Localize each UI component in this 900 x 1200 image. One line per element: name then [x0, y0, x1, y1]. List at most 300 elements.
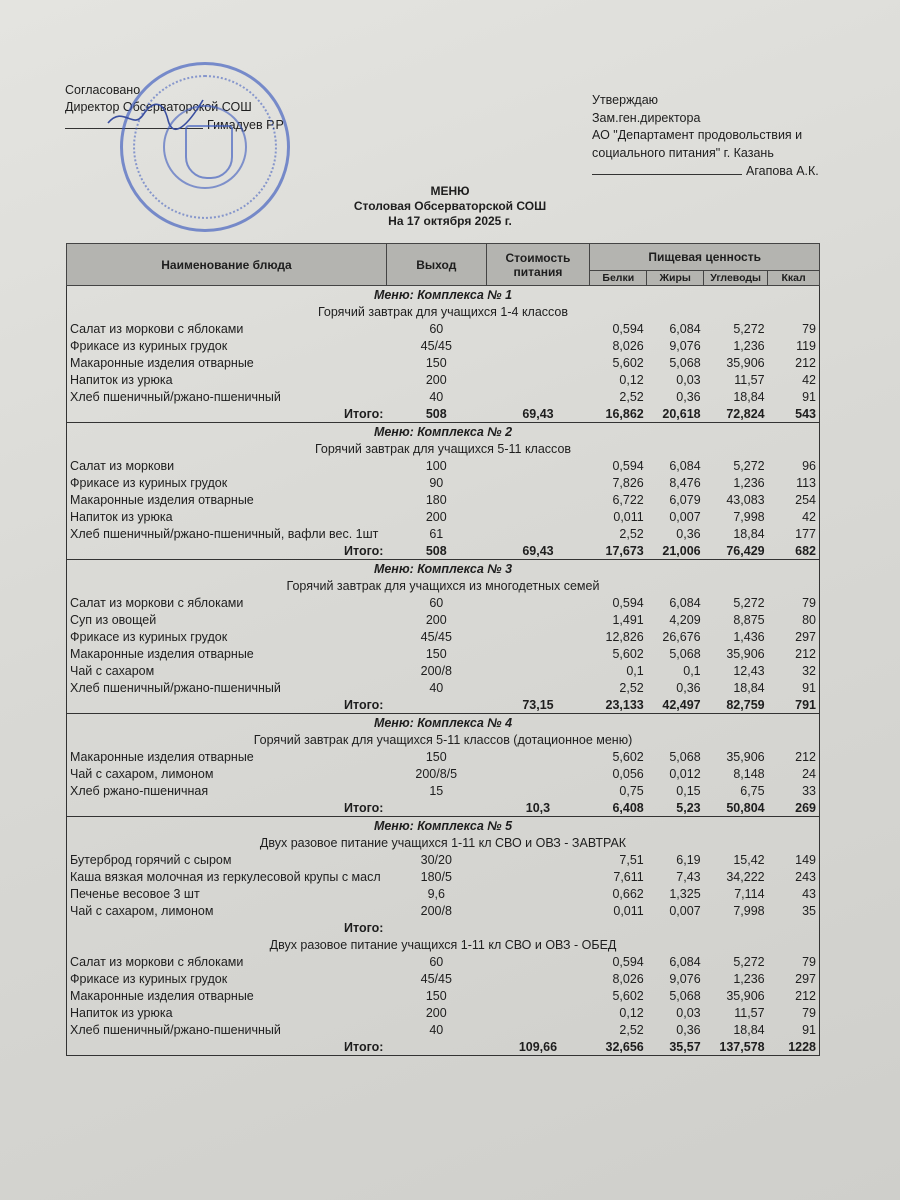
dish-output: 150	[425, 988, 447, 1003]
dish-protein: 5,602	[612, 988, 644, 1003]
table-row	[67, 354, 820, 371]
table-row	[67, 765, 820, 782]
table-row	[67, 1021, 820, 1038]
total-output: 508	[425, 406, 447, 421]
table-row	[67, 320, 820, 337]
dish-output: 200/8	[420, 903, 452, 918]
document-title-block	[0, 184, 900, 229]
dish-fat: 0,15	[676, 783, 701, 798]
dish-kcal: 212	[768, 748, 820, 765]
dish-output: 30/20	[420, 852, 452, 867]
complex-block-4	[67, 714, 820, 817]
table-row	[67, 970, 820, 987]
table-row	[67, 987, 820, 1004]
dish-kcal: 212	[768, 987, 820, 1004]
dish-name: Макаронные изделия отварные	[70, 355, 254, 370]
dish-output: 45/45	[420, 629, 452, 644]
total-kcal: 682	[768, 542, 820, 560]
dish-carbs: 35,906	[726, 646, 765, 661]
dish-kcal: 91	[768, 679, 820, 696]
dish-kcal: 42	[768, 508, 820, 525]
canteen-name: Столовая Обсерваторской СОШ	[353, 199, 547, 213]
table-row	[67, 662, 820, 679]
dish-protein: 5,602	[612, 646, 644, 661]
dish-name: Хлеб пшеничный/ржано-пшеничный, вафли вес. 1шт	[70, 526, 379, 541]
total-output	[386, 696, 486, 714]
dish-protein: 2,52	[619, 526, 644, 541]
dish-fat: 5,068	[669, 749, 701, 764]
dish-name: Фрикасе из куриных грудок	[70, 971, 228, 986]
dish-cost	[486, 970, 590, 987]
dish-name: Напиток из урюка	[70, 509, 173, 524]
dish-kcal: 24	[768, 765, 820, 782]
dish-kcal: 33	[768, 782, 820, 799]
dish-name: Фрикасе из куриных грудок	[70, 338, 228, 353]
dish-fat: 9,076	[669, 338, 701, 353]
dish-protein: 0,011	[613, 509, 644, 524]
dish-carbs: 43,083	[726, 492, 765, 507]
dish-cost	[486, 1004, 590, 1021]
dish-carbs: 12,43	[733, 663, 765, 678]
dish-protein: 12,826	[605, 629, 644, 644]
complex-title: Меню: Комплекса № 2	[67, 423, 820, 441]
dish-protein: 7,826	[612, 475, 644, 490]
dish-name: Каша вязкая молочная из геркулесовой крупы с масл	[70, 869, 381, 884]
dish-kcal: 79	[768, 1004, 820, 1021]
dish-protein: 0,594	[612, 321, 644, 336]
dish-output: 45/45	[420, 338, 452, 353]
dish-output: 150	[425, 646, 447, 661]
total-protein: 23,133	[605, 697, 644, 712]
total-carbs	[704, 919, 768, 936]
dish-name: Хлеб ржано-пшеничная	[70, 783, 209, 798]
dish-carbs: 6,75	[740, 783, 765, 798]
dish-fat: 6,084	[669, 595, 701, 610]
dish-name: Хлеб пшеничный/ржано-пшеничный	[70, 680, 281, 695]
dish-carbs: 8,148	[733, 766, 765, 781]
table-row	[67, 1004, 820, 1021]
dish-cost	[486, 987, 590, 1004]
complex-block-2	[67, 423, 820, 560]
dish-carbs: 1,236	[733, 338, 765, 353]
dish-kcal: 35	[768, 902, 820, 919]
dish-output: 180/5	[420, 869, 452, 884]
table-row	[67, 953, 820, 970]
dish-protein: 7,51	[619, 852, 644, 867]
dish-fat: 7,43	[676, 869, 701, 884]
dish-fat: 0,36	[676, 526, 701, 541]
dish-name: Чай с сахаром, лимоном	[70, 766, 214, 781]
complex-block-5	[67, 817, 820, 1056]
table-row	[67, 748, 820, 765]
section-subtitle-row	[67, 834, 820, 851]
dish-cost	[486, 885, 590, 902]
dish-kcal: 297	[768, 970, 820, 987]
total-label: Итого:	[344, 800, 384, 815]
dish-protein: 8,026	[612, 971, 644, 986]
total-kcal: 791	[768, 696, 820, 714]
dish-kcal: 42	[768, 371, 820, 388]
complex-title-row	[67, 817, 820, 835]
dish-kcal: 79	[768, 953, 820, 970]
col-header-name: Наименование блюда	[67, 244, 387, 286]
dish-name: Чай с сахаром, лимоном	[70, 903, 214, 918]
table-row	[67, 457, 820, 474]
table-row	[67, 491, 820, 508]
dish-protein: 5,602	[612, 355, 644, 370]
dish-output: 40	[429, 389, 444, 404]
section-subtitle: Двух разовое питание учащихся 1-11 кл СВО и ОВЗ - ЗАВТРАК	[67, 834, 820, 851]
dish-name: Салат из моркови с яблоками	[70, 321, 244, 336]
dish-cost	[486, 851, 590, 868]
total-protein: 16,862	[605, 406, 644, 421]
dish-protein: 1,491	[612, 612, 644, 627]
dish-carbs: 1,236	[733, 475, 765, 490]
dish-protein: 0,12	[619, 372, 644, 387]
dish-output: 200	[425, 1005, 447, 1020]
table-row	[67, 508, 820, 525]
table-row	[67, 851, 820, 868]
dish-fat: 6,084	[669, 954, 701, 969]
approver-position: Директор Обсерваторской СОШ	[65, 100, 252, 114]
section-subtitle: Горячий завтрак для учащихся 5-11 классов	[67, 440, 820, 457]
dish-name: Бутерброд горячий с сыром	[70, 852, 232, 867]
total-label: Итого:	[344, 1039, 384, 1054]
dish-kcal: 212	[768, 645, 820, 662]
document-title: МЕНЮ	[430, 184, 470, 198]
dish-protein: 0,662	[612, 886, 644, 901]
dish-protein: 0,1	[626, 663, 644, 678]
dish-cost	[486, 765, 590, 782]
table-row	[67, 645, 820, 662]
dish-carbs: 7,998	[733, 903, 765, 918]
dish-cost	[486, 491, 590, 508]
dish-name: Салат из моркови с яблоками	[70, 954, 244, 969]
table-row	[67, 902, 820, 919]
dish-name: Фрикасе из куриных грудок	[70, 475, 228, 490]
dish-carbs: 35,906	[726, 749, 765, 764]
dish-cost	[486, 1021, 590, 1038]
dish-kcal: 119	[768, 337, 820, 354]
table-row	[67, 594, 820, 611]
section-subtitle: Горячий завтрак для учащихся 5-11 классов (дотационное меню)	[67, 731, 820, 748]
total-cost: 69,43	[522, 543, 554, 558]
dish-cost	[486, 594, 590, 611]
dish-carbs: 18,84	[733, 389, 765, 404]
total-cost: 10,3	[525, 800, 551, 815]
col-header-output: Выход	[386, 244, 486, 286]
approval-block-right	[592, 92, 819, 181]
total-protein: 32,656	[605, 1039, 644, 1054]
section-subtitle: Горячий завтрак для учащихся 1-4 классов	[67, 303, 820, 320]
dish-carbs: 35,906	[726, 988, 765, 1003]
signature-line	[592, 162, 742, 175]
total-output	[386, 1038, 486, 1056]
dish-kcal: 32	[768, 662, 820, 679]
dish-fat: 5,068	[669, 355, 701, 370]
dish-fat: 5,068	[669, 646, 701, 661]
dish-name: Макаронные изделия отварные	[70, 492, 254, 507]
dish-cost	[486, 354, 590, 371]
dish-name: Хлеб пшеничный/ржано-пшеничный	[70, 389, 281, 404]
dish-output: 200	[425, 612, 447, 627]
dish-fat: 0,03	[676, 1005, 701, 1020]
total-output: 508	[425, 543, 447, 558]
dish-output: 40	[429, 680, 444, 695]
total-fat: 5,23	[676, 800, 701, 815]
total-label: Итого:	[344, 406, 384, 421]
dish-kcal: 80	[768, 611, 820, 628]
dish-fat: 9,076	[669, 971, 701, 986]
dish-fat: 0,36	[676, 389, 701, 404]
complex-block-1	[67, 286, 820, 423]
confirm-label: Утверждаю	[592, 93, 659, 107]
dish-kcal: 254	[768, 491, 820, 508]
dish-carbs: 5,272	[733, 458, 765, 473]
dish-kcal: 91	[768, 388, 820, 405]
total-label: Итого:	[344, 697, 384, 712]
table-header	[67, 244, 820, 286]
section-subtitle: Двух разовое питание учащихся 1-11 кл СВО и ОВЗ - ОБЕД	[67, 936, 820, 953]
dish-name: Чай с сахаром	[70, 663, 155, 678]
total-row	[67, 542, 820, 560]
dish-fat: 26,676	[662, 629, 701, 644]
dish-protein: 6,722	[612, 492, 644, 507]
dish-kcal: 96	[768, 457, 820, 474]
dish-carbs: 8,875	[733, 612, 765, 627]
dish-protein: 0,056	[612, 766, 644, 781]
dish-kcal: 91	[768, 1021, 820, 1038]
col-header-fat: Жиры	[647, 271, 704, 286]
dish-name: Макаронные изделия отварные	[70, 988, 254, 1003]
dish-protein: 0,12	[619, 1005, 644, 1020]
dish-cost	[486, 679, 590, 696]
col-header-cost: Стоимость питания	[486, 244, 590, 286]
total-cost	[486, 919, 590, 936]
approver-name: Гимадуев Р.Р	[207, 118, 284, 132]
dish-output: 15	[429, 783, 444, 798]
dish-cost	[486, 953, 590, 970]
dish-cost	[486, 662, 590, 679]
dish-output: 200/8	[420, 663, 452, 678]
dish-kcal: 297	[768, 628, 820, 645]
dish-name: Фрикасе из куриных грудок	[70, 629, 228, 644]
dish-carbs: 11,57	[734, 1005, 765, 1020]
dish-fat: 6,19	[676, 852, 701, 867]
table-row	[67, 782, 820, 799]
col-header-nutrition: Пищевая ценность	[590, 244, 820, 271]
dish-fat: 0,012	[669, 766, 701, 781]
dish-fat: 0,007	[669, 903, 701, 918]
dish-carbs: 7,998	[733, 509, 765, 524]
dish-fat: 6,079	[669, 492, 701, 507]
dish-output: 60	[429, 595, 444, 610]
dish-output: 200	[425, 372, 447, 387]
menu-date: На 17 октября 2025 г.	[388, 214, 512, 228]
dish-fat: 0,36	[676, 1022, 701, 1037]
menu-table	[66, 243, 820, 1056]
dish-output: 40	[429, 1022, 444, 1037]
dish-name: Суп из овощей	[70, 612, 157, 627]
dish-output: 60	[429, 321, 444, 336]
dish-protein: 0,594	[612, 954, 644, 969]
total-kcal: 269	[768, 799, 820, 817]
dish-cost	[486, 902, 590, 919]
total-protein: 17,673	[605, 543, 644, 558]
dish-kcal: 212	[768, 354, 820, 371]
dish-fat: 4,209	[669, 612, 701, 627]
total-fat: 42,497	[662, 697, 701, 712]
table-row	[67, 525, 820, 542]
complex-title: Меню: Комплекса № 5	[67, 817, 820, 835]
total-cost: 73,15	[522, 697, 554, 712]
total-output	[386, 919, 486, 936]
table-row	[67, 371, 820, 388]
dish-protein: 7,611	[613, 869, 644, 884]
dish-carbs: 5,272	[733, 321, 765, 336]
total-carbs: 137,578	[719, 1039, 765, 1054]
dish-cost	[486, 508, 590, 525]
dish-cost	[486, 645, 590, 662]
dish-fat: 0,03	[676, 372, 701, 387]
dish-carbs: 1,436	[733, 629, 765, 644]
dish-carbs: 34,222	[726, 869, 765, 884]
table-row	[67, 388, 820, 405]
total-label: Итого:	[344, 920, 384, 935]
dish-name: Макаронные изделия отварные	[70, 646, 254, 661]
dish-name: Салат из моркови	[70, 458, 175, 473]
total-kcal: 543	[768, 405, 820, 423]
dish-carbs: 18,84	[733, 680, 765, 695]
total-carbs: 76,429	[726, 543, 765, 558]
dish-cost	[486, 371, 590, 388]
dish-cost	[486, 868, 590, 885]
dish-carbs: 5,272	[733, 954, 765, 969]
dish-fat: 1,325	[669, 886, 701, 901]
dish-cost	[486, 320, 590, 337]
dish-name: Салат из моркови с яблоками	[70, 595, 244, 610]
col-header-carbs: Углеводы	[704, 271, 768, 286]
dish-fat: 6,084	[669, 321, 701, 336]
dish-protein: 0,75	[619, 783, 644, 798]
dish-kcal: 113	[768, 474, 820, 491]
dish-name: Макаронные изделия отварные	[70, 749, 254, 764]
section-subtitle-row	[67, 936, 820, 953]
total-protein	[590, 919, 647, 936]
section-subtitle: Горячий завтрак для учащихся из многодетных семей	[67, 577, 820, 594]
dish-output: 200	[425, 509, 447, 524]
total-cost: 69,43	[522, 406, 554, 421]
dish-output: 200/8/5	[415, 766, 458, 781]
dish-fat: 6,084	[669, 458, 701, 473]
dish-protein: 0,594	[612, 458, 644, 473]
dish-cost	[486, 782, 590, 799]
complex-title: Меню: Комплекса № 4	[67, 714, 820, 732]
dish-output: 9,6	[427, 886, 445, 901]
dish-output: 60	[429, 954, 444, 969]
dish-output: 90	[429, 475, 444, 490]
complex-title: Меню: Комплекса № 1	[67, 286, 820, 304]
dish-fat: 0,1	[683, 663, 701, 678]
approved-label: Согласовано	[65, 83, 141, 97]
total-row	[67, 1038, 820, 1056]
dish-kcal: 177	[768, 525, 820, 542]
dish-carbs: 18,84	[733, 1022, 765, 1037]
table-row	[67, 868, 820, 885]
dish-cost	[486, 628, 590, 645]
total-label: Итого:	[344, 543, 384, 558]
dish-output: 100	[425, 458, 447, 473]
dish-kcal: 79	[768, 320, 820, 337]
dish-cost	[486, 337, 590, 354]
confirm-organization-line2: социального питания" г. Казань	[592, 145, 774, 160]
total-fat	[647, 919, 704, 936]
confirmer-name: Агапова А.К.	[746, 164, 819, 178]
dish-protein: 0,011	[613, 903, 644, 918]
dish-cost	[486, 388, 590, 405]
table-row	[67, 474, 820, 491]
dish-carbs: 5,272	[733, 595, 765, 610]
dish-output: 61	[429, 526, 444, 541]
total-carbs: 82,759	[726, 697, 765, 712]
total-kcal: 1228	[768, 1038, 820, 1056]
dish-name: Печенье весовое 3 шт	[70, 886, 200, 901]
table-row	[67, 885, 820, 902]
dish-output: 150	[425, 355, 447, 370]
complex-block-3	[67, 560, 820, 714]
dish-kcal: 243	[768, 868, 820, 885]
dish-carbs: 1,236	[733, 971, 765, 986]
dish-carbs: 11,57	[734, 372, 765, 387]
section-subtitle-row	[67, 440, 820, 457]
dish-protein: 2,52	[619, 1022, 644, 1037]
col-header-protein: Белки	[590, 271, 647, 286]
total-output	[386, 799, 486, 817]
total-fat: 35,57	[669, 1039, 701, 1054]
complex-title-row	[67, 560, 820, 578]
dish-output: 150	[425, 749, 447, 764]
handwritten-signature-icon	[103, 95, 213, 135]
coat-of-arms-icon	[185, 125, 233, 179]
total-carbs: 72,824	[726, 406, 765, 421]
total-carbs: 50,804	[726, 800, 765, 815]
section-subtitle-row	[67, 577, 820, 594]
complex-title-row	[67, 423, 820, 441]
confirm-organization-line1: АО "Департамент продовольствия и	[592, 128, 803, 142]
table-row	[67, 628, 820, 645]
total-row	[67, 696, 820, 714]
total-row	[67, 405, 820, 423]
dish-kcal: 43	[768, 885, 820, 902]
dish-output: 45/45	[420, 971, 452, 986]
col-header-kcal: Ккал	[768, 271, 820, 286]
total-fat: 20,618	[662, 406, 701, 421]
table-row	[67, 611, 820, 628]
total-row	[67, 799, 820, 817]
dish-carbs: 7,114	[734, 886, 765, 901]
total-fat: 21,006	[662, 543, 701, 558]
dish-cost	[486, 525, 590, 542]
dish-protein: 0,594	[612, 595, 644, 610]
dish-name: Напиток из урюка	[70, 1005, 173, 1020]
dish-fat: 0,007	[669, 509, 701, 524]
dish-carbs: 15,42	[733, 852, 765, 867]
dish-protein: 8,026	[612, 338, 644, 353]
complex-title-row	[67, 714, 820, 732]
dish-name: Напиток из урюка	[70, 372, 173, 387]
dish-protein: 2,52	[619, 389, 644, 404]
table-row	[67, 679, 820, 696]
